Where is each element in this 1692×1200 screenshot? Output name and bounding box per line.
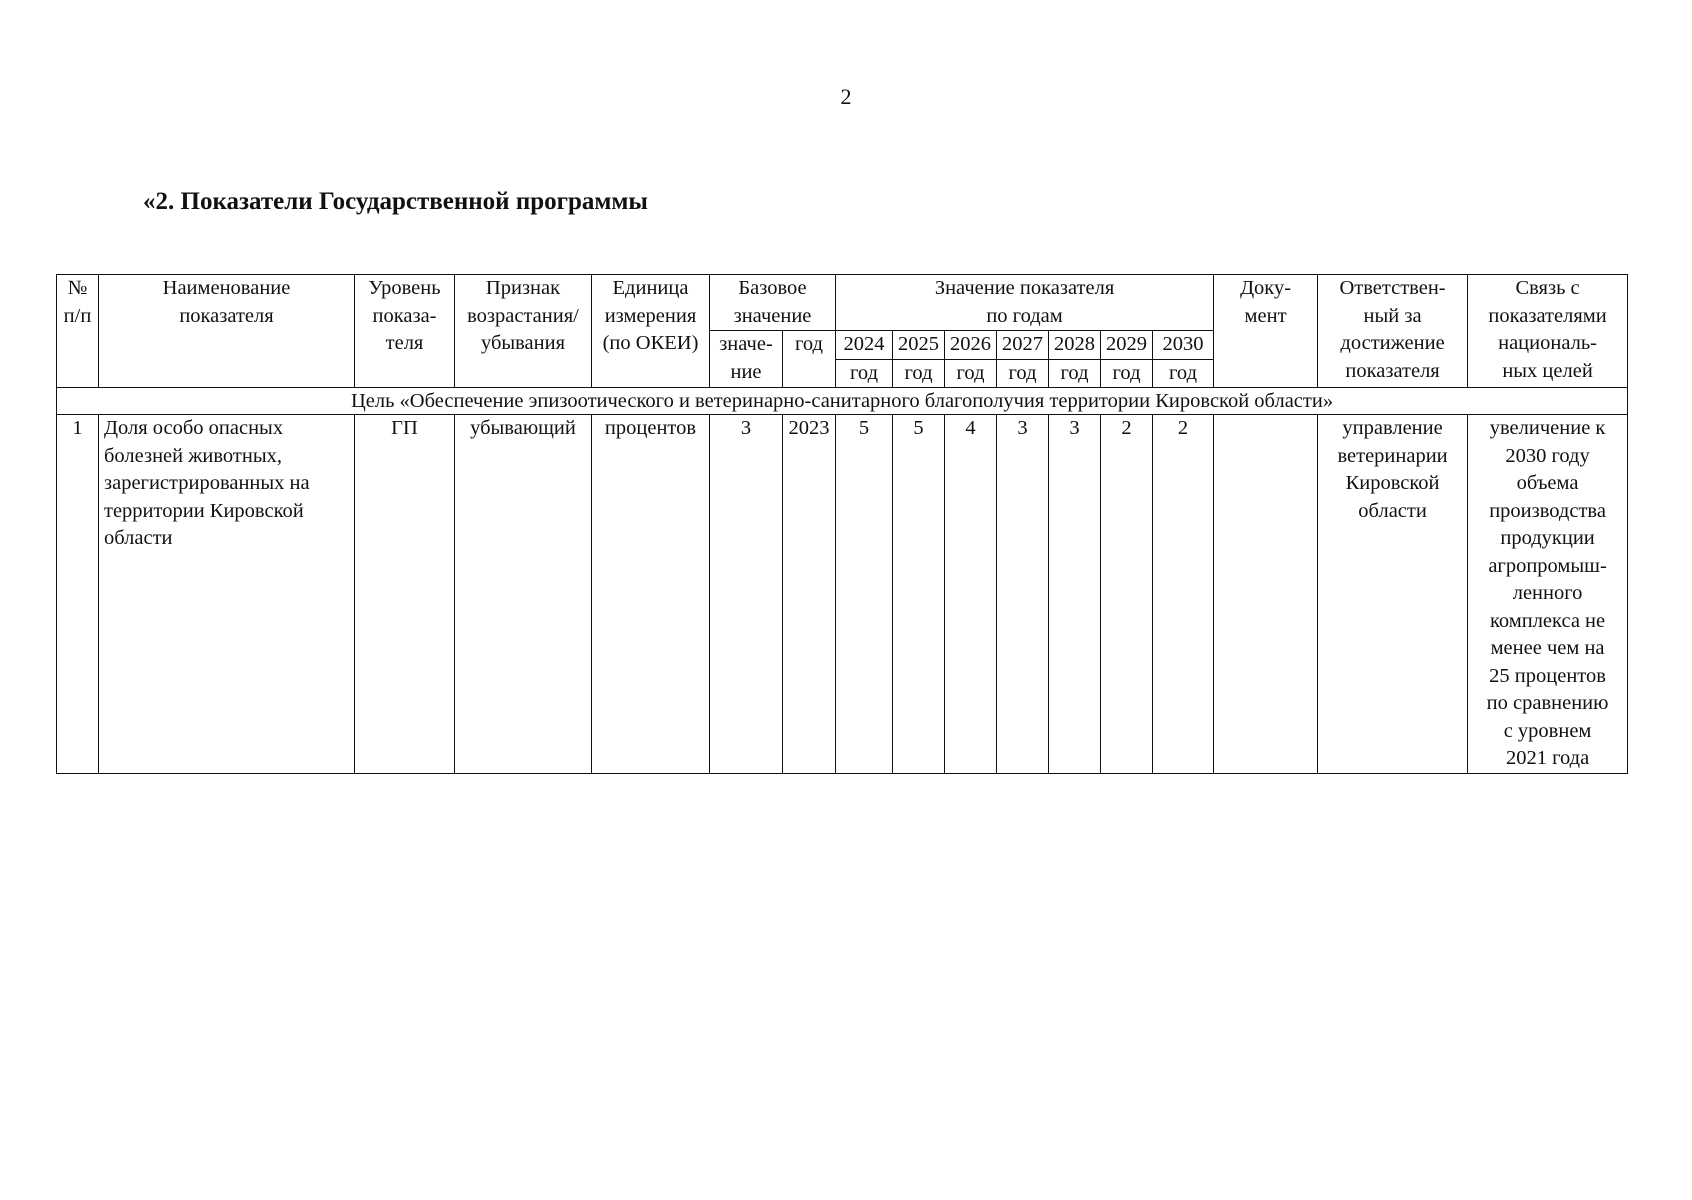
header-base: Базовое значение: [710, 275, 836, 331]
page-number: 2: [840, 84, 852, 109]
header-year-2025: 2025: [893, 331, 945, 360]
header-year-suffix: год: [1101, 359, 1153, 388]
header-year-2024: 2024: [836, 331, 893, 360]
row-name: Доля особо опасных болезней животных, зарегистрированных на территории Кировской области: [99, 415, 355, 774]
header-year-suffix: год: [893, 359, 945, 388]
header-level: Уровень показа- теля: [355, 275, 455, 388]
header-responsible: Ответствен- ный за достижение показателя: [1318, 275, 1468, 388]
indicators-table: [56, 274, 1628, 774]
header-year-2029: 2029: [1101, 331, 1153, 360]
row-unit: процентов: [592, 415, 710, 774]
row-value-2027: 3: [997, 415, 1049, 774]
row-value-2030: 2: [1153, 415, 1214, 774]
row-link: увеличение к 2030 году объема производства продукции агропромыш- ленного комплекса не менее чем на 25 процентов по сравнению с уровнем 2021 года: [1468, 415, 1628, 774]
row-document: [1214, 415, 1318, 774]
header-trend: Признак возрастания/ убывания: [455, 275, 592, 388]
header-document: Доку- мент: [1214, 275, 1318, 388]
header-row-1: [57, 275, 1628, 331]
header-unit: Единица измерения (по ОКЕИ): [592, 275, 710, 388]
goal-text: Цель «Обеспечение эпизоотического и ветеринарно-санитарного благополучия территории Кировской области»: [57, 388, 1628, 415]
header-name: Наименование показателя: [99, 275, 355, 388]
row-trend: убывающий: [455, 415, 592, 774]
row-base-value: 3: [710, 415, 783, 774]
header-year-suffix: год: [1049, 359, 1101, 388]
row-value-2024: 5: [836, 415, 893, 774]
header-year-2030: 2030: [1153, 331, 1214, 360]
header-year-suffix: год: [836, 359, 893, 388]
table-row: [57, 415, 1628, 774]
header-values-by-year: Значение показателя по годам: [836, 275, 1214, 331]
goal-row: [57, 388, 1628, 415]
header-year-suffix: год: [1153, 359, 1214, 388]
header-year-2028: 2028: [1049, 331, 1101, 360]
header-year-suffix: год: [997, 359, 1049, 388]
row-value-2025: 5: [893, 415, 945, 774]
row-num: 1: [57, 415, 99, 774]
header-num: № п/п: [57, 275, 99, 388]
header-base-value: значе- ние: [710, 331, 783, 388]
row-value-2029: 2: [1101, 415, 1153, 774]
section-title: «2. Показатели Государственной программы: [143, 188, 648, 215]
row-level: ГП: [355, 415, 455, 774]
header-link: Связь с показателями националь- ных целей: [1468, 275, 1628, 388]
row-value-2028: 3: [1049, 415, 1101, 774]
row-value-2026: 4: [945, 415, 997, 774]
header-year-suffix: год: [945, 359, 997, 388]
header-base-year: год: [783, 331, 836, 388]
row-base-year: 2023: [783, 415, 836, 774]
header-year-2026: 2026: [945, 331, 997, 360]
header-year-2027: 2027: [997, 331, 1049, 360]
row-responsible: управление ветеринарии Кировской области: [1318, 415, 1468, 774]
